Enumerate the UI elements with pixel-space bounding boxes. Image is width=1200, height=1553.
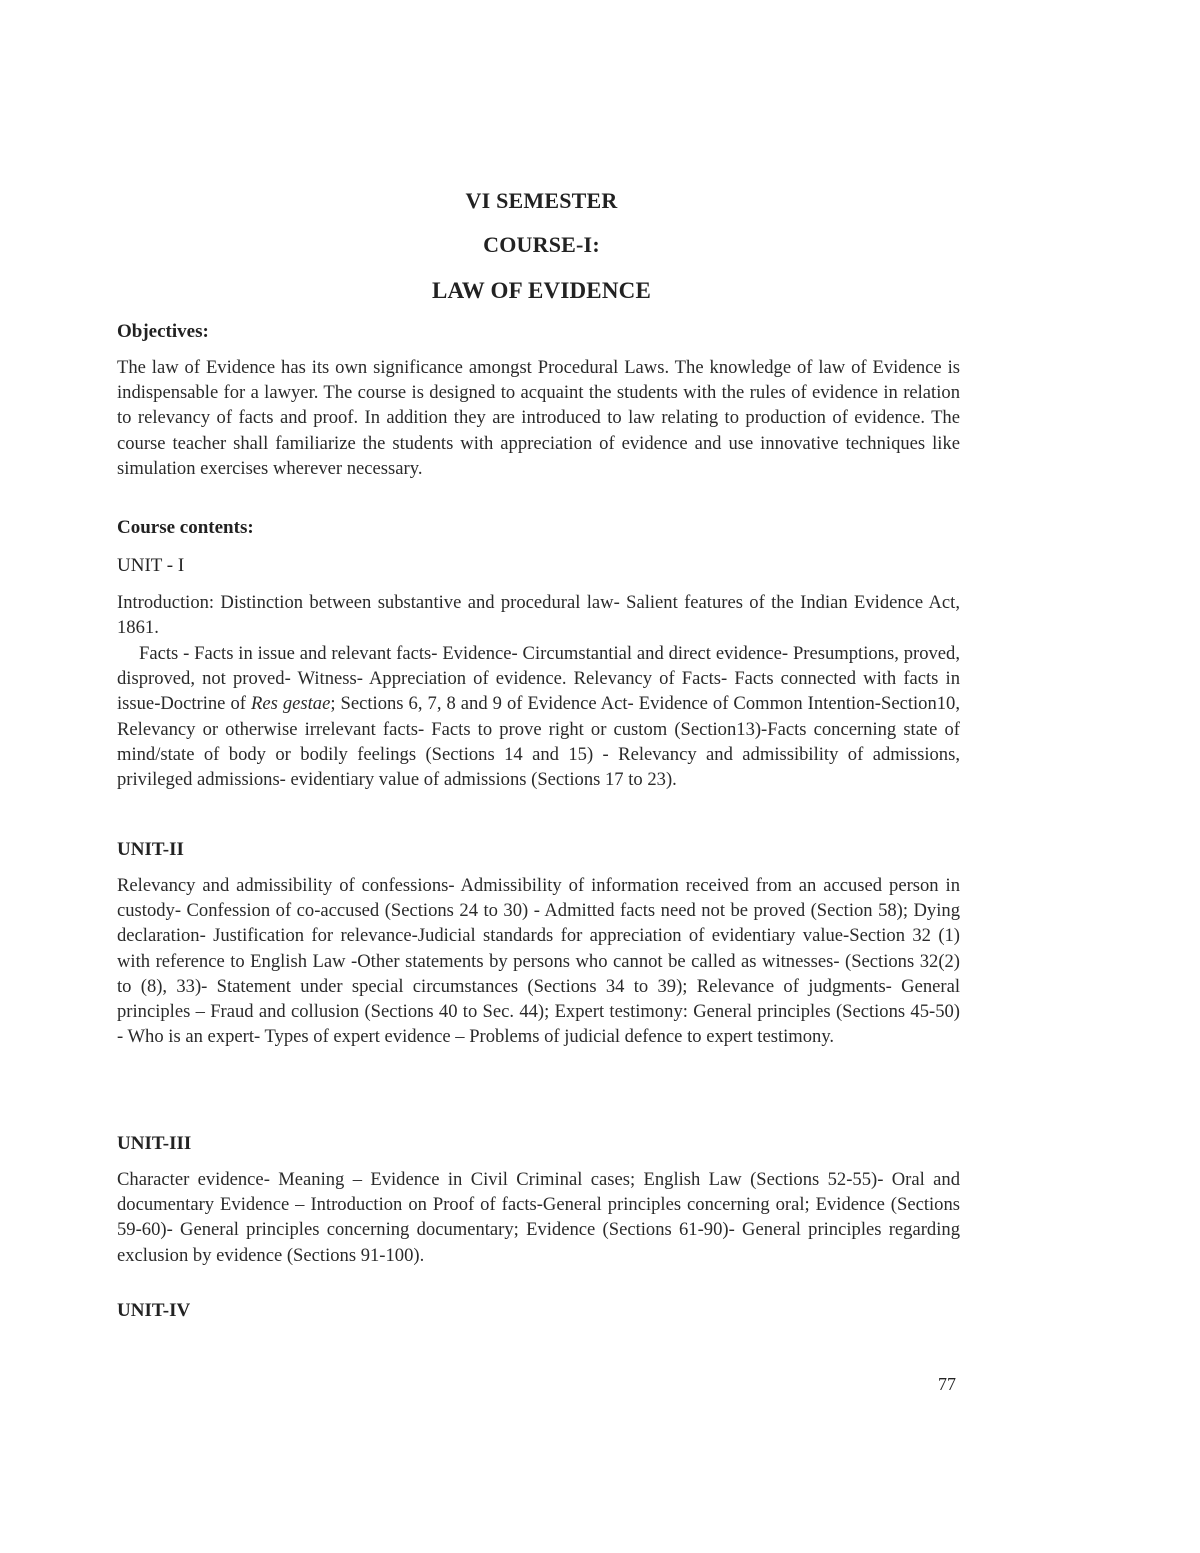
- unit3-paragraph: Character evidence- Meaning – Evidence in Civil Criminal cases; English Law (Sections 52-55)- Oral and documentary Evidence – Introduction on Proof of facts-General principles concerning oral; Evidence (Sections 59-60)- General principles concerning documentary; Evidence (Sections 61-90)- General principles regarding exclusion by evidence (Sections 91-100).: [117, 1169, 960, 1266]
- objectives-label: Objectives:: [117, 321, 209, 342]
- course-heading: COURSE-I:: [483, 232, 600, 257]
- course-title: LAW OF EVIDENCE: [432, 278, 651, 303]
- unit4-heading: UNIT-IV: [117, 1300, 191, 1321]
- course-contents-label: Course contents:: [117, 517, 254, 538]
- unit1-facts-paragraph: [117, 641, 960, 792]
- unit1-heading: UNIT - I: [117, 555, 185, 576]
- objectives-paragraph: The law of Evidence has its own significance amongst Procedural Laws. The knowledge of law of Evidence is indispensable for a lawyer. The course is designed to acquaint the students with the rules of evidence in relation to relevancy of facts and proof. In addition they are introduced to law relating to production of evidence. The course teacher shall familiarize the students with appreciation of evidence and use innovative techniques like simulation exercises wherever necessary.: [117, 357, 960, 479]
- semester-heading: VI SEMESTER: [465, 188, 618, 213]
- unit1-facts-text-end: ; Sections 6, 7, 8 and 9 of Evidence Act- Evidence of Common Intention-Section10, Relevancy or otherwise irrelevant facts- Facts to prove right or custom (Section13)-Facts concerning state of mind/state of body or bodily feelings (Sections 14 and 15) - Relevancy and admissibility of admissions, privileged admissions- evidentiary value of admissions (Sections 17 to 23).: [117, 693, 961, 791]
- unit2-paragraph: Relevancy and admissibility of confessions- Admissibility of information received from an accused person in custody- Confession of co-accused (Sections 24 to 30) - Admitted facts need not be proved (Section 58); Dying declaration- Justification for relevance-Judicial standards for appreciation of evidentiary value-Section 32 (1) with reference to English Law -Other statements by persons who cannot be called as witnesses- (Sections 32(2) to (8), 33)- Statement under special circumstances (Sections 34 to 39); Relevance of judgments- General principles – Fraud and collusion (Sections 40 to Sec. 44); Expert testimony: General principles (Sections 45-50) - Who is an expert- Types of expert evidence – Problems of judicial defence to expert testimony.: [117, 875, 960, 1048]
- unit1-facts-text-start: Facts - Facts in issue and relevant facts- Evidence- Circumstantial and direct evidence- Presumptions, proved, disproved, not proved- Witness- Appreciation of evidence. Relevancy of Facts- Facts connected with facts in issue-Doctrine of: [117, 643, 960, 715]
- unit1-intro-paragraph: Introduction: Distinction between substantive and procedural law- Salient features of the Indian Evidence Act, 1861.: [117, 592, 960, 639]
- page-number: 77: [938, 1374, 956, 1394]
- unit2-heading: UNIT-II: [117, 839, 184, 860]
- unit3-heading: UNIT-III: [117, 1133, 192, 1154]
- res-gestae-term: Res gestae: [250, 693, 331, 715]
